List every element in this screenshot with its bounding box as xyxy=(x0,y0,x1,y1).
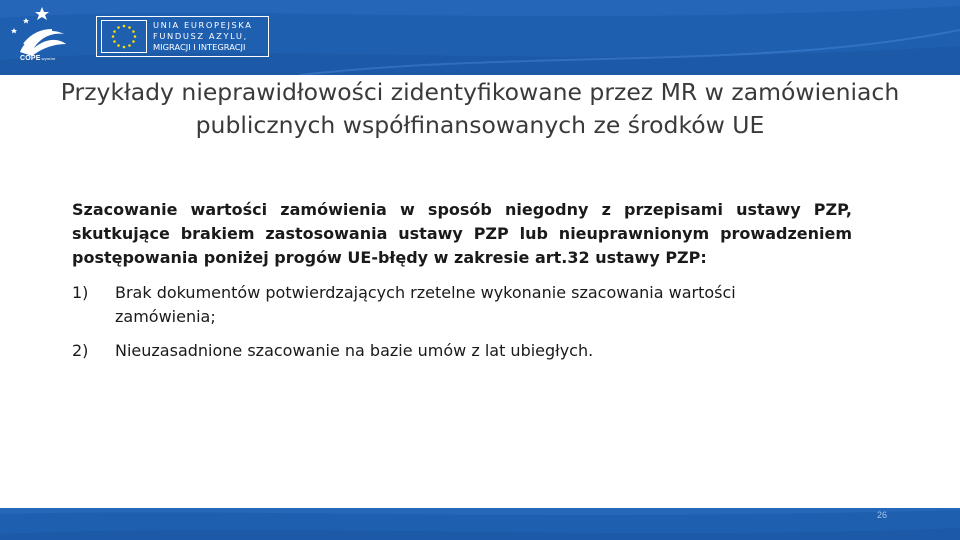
list-item-number: 2) xyxy=(72,341,89,360)
slide-title: Przykłady nieprawidłowości zidentyfikowane przez MR w zamówieniach publicznych współfinansowanych ze środków UE xyxy=(60,78,900,139)
eu-fund-text xyxy=(153,20,253,54)
list-item-number: 1) xyxy=(72,283,89,302)
list-item-text: Nieuzasadnione szacowanie na bazie umów z lat ubiegłych. xyxy=(115,341,594,360)
footer-band xyxy=(0,508,960,540)
cope-logo-text: COPEwymiar xyxy=(20,55,56,62)
eu-fund-logo xyxy=(96,16,269,57)
slide-body xyxy=(72,198,852,373)
page-number: 26 xyxy=(876,510,887,520)
list-item xyxy=(72,281,792,329)
irregularities-list xyxy=(72,281,792,363)
footer-wave-decoration xyxy=(0,508,960,540)
eu-line-3: MIGRACJI I INTEGRACJI xyxy=(153,42,246,53)
list-item xyxy=(72,339,792,363)
eu-line-1: UNIA EUROPEJSKA xyxy=(153,20,253,30)
eu-line-2: FUNDUSZ AZYLU, xyxy=(153,31,248,42)
list-item-text: Brak dokumentów potwierdzających rzetelne wykonanie szacowania wartości zamówienia; xyxy=(115,283,736,326)
header-band xyxy=(0,0,960,75)
intro-paragraph: Szacowanie wartości zamówienia w sposób niegodny z przepisami ustawy PZP, skutkujące brakiem zastosowania ustawy PZP lub nieuprawnionym prowadzeniem postępowania poniżej progów UE-błędy w zakresie art.32 ustawy PZP: xyxy=(72,200,852,267)
eu-flag-icon xyxy=(101,20,147,53)
